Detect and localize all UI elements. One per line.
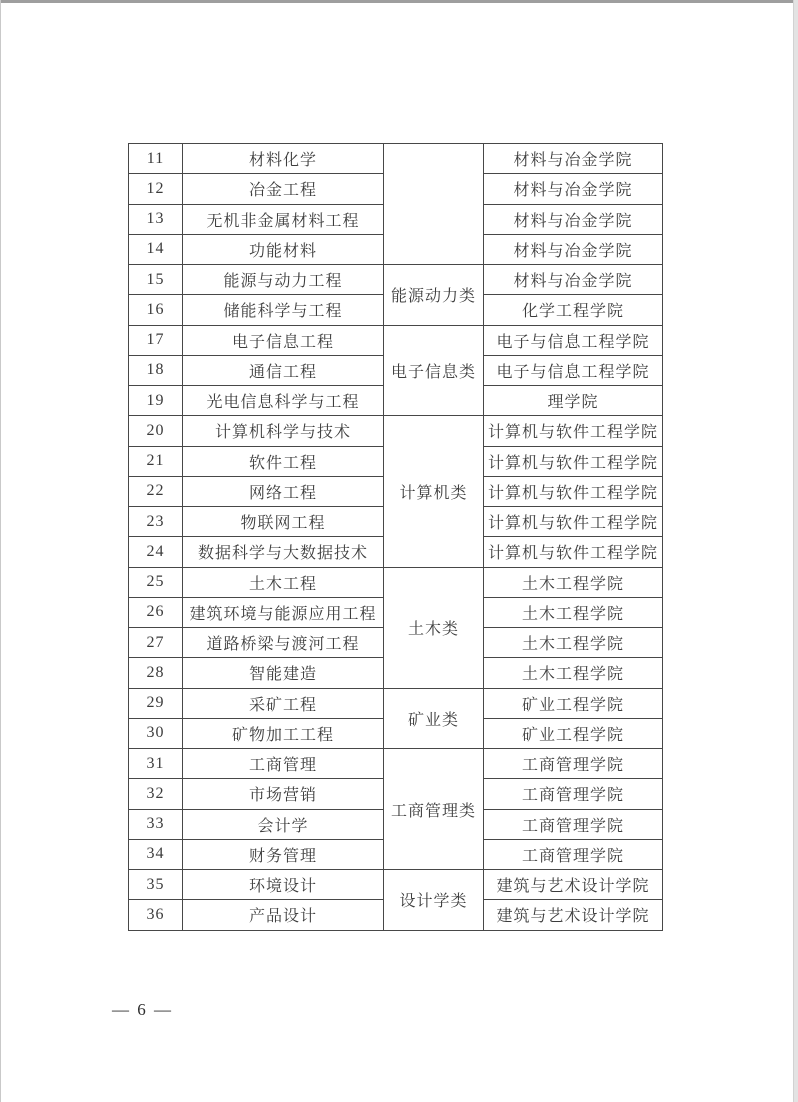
category-cell: 矿业类 <box>384 688 484 749</box>
major-cell: 建筑环境与能源应用工程 <box>183 597 384 627</box>
major-cell: 通信工程 <box>183 355 384 385</box>
row-number-cell: 35 <box>129 870 183 900</box>
row-number-cell: 26 <box>129 597 183 627</box>
row-number-cell: 12 <box>129 174 183 204</box>
college-cell: 电子与信息工程学院 <box>484 325 663 355</box>
page-edge-top <box>0 0 798 3</box>
major-cell: 产品设计 <box>183 900 384 930</box>
major-cell: 储能科学与工程 <box>183 295 384 325</box>
major-cell: 道路桥梁与渡河工程 <box>183 628 384 658</box>
major-cell: 智能建造 <box>183 658 384 688</box>
major-cell: 计算机科学与技术 <box>183 416 384 446</box>
row-number-cell: 19 <box>129 386 183 416</box>
college-cell: 建筑与艺术设计学院 <box>484 870 663 900</box>
college-cell: 土木工程学院 <box>484 658 663 688</box>
major-cell: 网络工程 <box>183 476 384 506</box>
major-cell: 电子信息工程 <box>183 325 384 355</box>
row-number-cell: 32 <box>129 779 183 809</box>
row-number-cell: 33 <box>129 809 183 839</box>
category-cell: 土木类 <box>384 567 484 688</box>
major-cell: 软件工程 <box>183 446 384 476</box>
major-cell: 环境设计 <box>183 870 384 900</box>
college-cell: 矿业工程学院 <box>484 688 663 718</box>
college-cell: 工商管理学院 <box>484 749 663 779</box>
row-number-cell: 27 <box>129 628 183 658</box>
major-cell: 物联网工程 <box>183 507 384 537</box>
row-number-cell: 13 <box>129 204 183 234</box>
row-number-cell: 36 <box>129 900 183 930</box>
major-cell: 数据科学与大数据技术 <box>183 537 384 567</box>
majors-table <box>128 143 663 931</box>
row-number-cell: 34 <box>129 839 183 869</box>
page-edge-left <box>0 0 1 1102</box>
major-cell: 市场营销 <box>183 779 384 809</box>
college-cell: 材料与冶金学院 <box>484 174 663 204</box>
college-cell: 矿业工程学院 <box>484 718 663 748</box>
row-number-cell: 31 <box>129 749 183 779</box>
major-cell: 冶金工程 <box>183 174 384 204</box>
table-row <box>129 416 663 446</box>
major-cell: 工商管理 <box>183 749 384 779</box>
college-cell: 计算机与软件工程学院 <box>484 537 663 567</box>
table-row <box>129 688 663 718</box>
major-cell: 矿物加工工程 <box>183 718 384 748</box>
row-number-cell: 23 <box>129 507 183 537</box>
major-cell: 材料化学 <box>183 144 384 174</box>
college-cell: 材料与冶金学院 <box>484 204 663 234</box>
college-cell: 材料与冶金学院 <box>484 234 663 264</box>
college-cell: 材料与冶金学院 <box>484 265 663 295</box>
row-number-cell: 30 <box>129 718 183 748</box>
row-number-cell: 18 <box>129 355 183 385</box>
row-number-cell: 22 <box>129 476 183 506</box>
table-row <box>129 265 663 295</box>
row-number-cell: 24 <box>129 537 183 567</box>
row-number-cell: 16 <box>129 295 183 325</box>
page-number: — 6 — <box>112 1000 173 1019</box>
category-cell: 电子信息类 <box>384 325 484 416</box>
major-cell: 土木工程 <box>183 567 384 597</box>
major-cell: 光电信息科学与工程 <box>183 386 384 416</box>
row-number-cell: 11 <box>129 144 183 174</box>
college-cell: 土木工程学院 <box>484 628 663 658</box>
college-cell: 土木工程学院 <box>484 597 663 627</box>
college-cell: 理学院 <box>484 386 663 416</box>
category-cell <box>384 144 484 265</box>
college-cell: 土木工程学院 <box>484 567 663 597</box>
row-number-cell: 14 <box>129 234 183 264</box>
college-cell: 计算机与软件工程学院 <box>484 416 663 446</box>
college-cell: 电子与信息工程学院 <box>484 355 663 385</box>
major-cell: 会计学 <box>183 809 384 839</box>
college-cell: 计算机与软件工程学院 <box>484 507 663 537</box>
row-number-cell: 15 <box>129 265 183 295</box>
college-cell: 工商管理学院 <box>484 839 663 869</box>
table-row <box>129 567 663 597</box>
college-cell: 计算机与软件工程学院 <box>484 476 663 506</box>
college-cell: 材料与冶金学院 <box>484 144 663 174</box>
table-row <box>129 870 663 900</box>
college-cell: 工商管理学院 <box>484 779 663 809</box>
row-number-cell: 20 <box>129 416 183 446</box>
table-row <box>129 144 663 174</box>
college-cell: 计算机与软件工程学院 <box>484 446 663 476</box>
category-cell: 工商管理类 <box>384 749 484 870</box>
major-cell: 财务管理 <box>183 839 384 869</box>
major-cell: 无机非金属材料工程 <box>183 204 384 234</box>
college-cell: 化学工程学院 <box>484 295 663 325</box>
page-edge-right <box>793 0 798 1102</box>
row-number-cell: 25 <box>129 567 183 597</box>
major-cell: 能源与动力工程 <box>183 265 384 295</box>
major-cell: 采矿工程 <box>183 688 384 718</box>
table-row <box>129 325 663 355</box>
major-cell: 功能材料 <box>183 234 384 264</box>
college-cell: 建筑与艺术设计学院 <box>484 900 663 930</box>
row-number-cell: 28 <box>129 658 183 688</box>
category-cell: 计算机类 <box>384 416 484 567</box>
row-number-cell: 17 <box>129 325 183 355</box>
row-number-cell: 29 <box>129 688 183 718</box>
category-cell: 设计学类 <box>384 870 484 931</box>
table-row <box>129 749 663 779</box>
row-number-cell: 21 <box>129 446 183 476</box>
category-cell: 能源动力类 <box>384 265 484 326</box>
college-cell: 工商管理学院 <box>484 809 663 839</box>
